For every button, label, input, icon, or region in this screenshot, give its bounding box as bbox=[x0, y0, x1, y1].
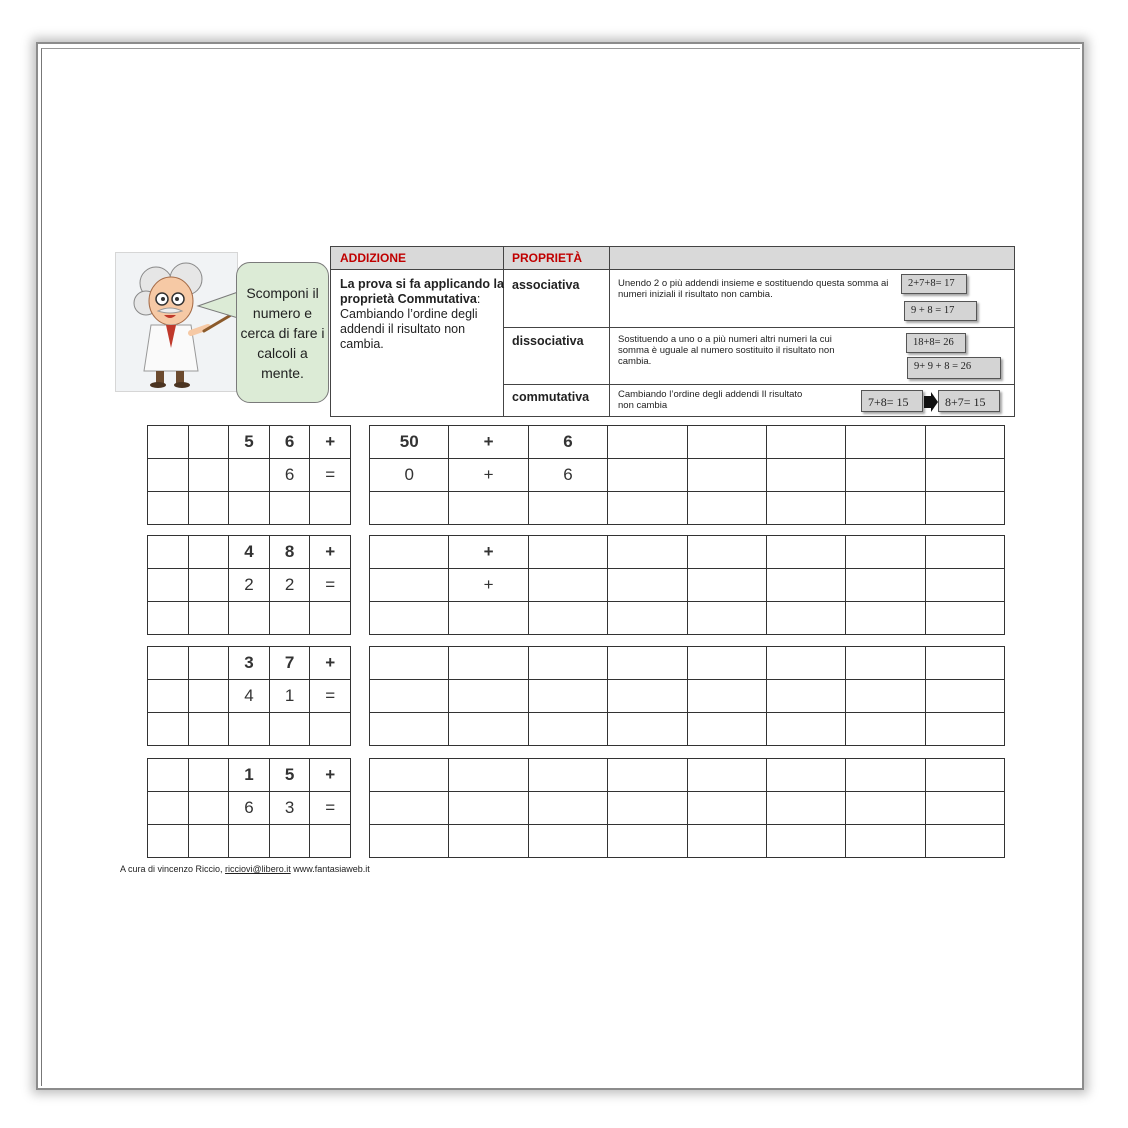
grid-cell[interactable]: 1 bbox=[229, 759, 270, 792]
exercise-4-left-grid bbox=[147, 758, 351, 858]
grid-cell[interactable]: = bbox=[310, 569, 351, 602]
grid-cell[interactable] bbox=[148, 647, 189, 680]
grid-cell[interactable] bbox=[528, 759, 607, 792]
grid-cell[interactable]: 5 bbox=[229, 426, 270, 459]
grid-cell[interactable] bbox=[608, 792, 687, 825]
property-text: Sostituendo a uno o a più numeri altri numeri la cui somma è uguale al numero sostituito il risultato non cambia. bbox=[618, 334, 835, 367]
grid-cell[interactable] bbox=[846, 569, 925, 602]
exercise-3-right-grid bbox=[369, 646, 1005, 746]
grid-cell[interactable] bbox=[188, 713, 229, 746]
arrow-icon bbox=[924, 392, 938, 412]
grid-cell[interactable] bbox=[766, 492, 845, 525]
table-row bbox=[148, 569, 351, 602]
grid-cell[interactable] bbox=[229, 602, 270, 635]
grid-cell[interactable]: + bbox=[449, 459, 528, 492]
grid-cell[interactable] bbox=[370, 759, 449, 792]
grid-cell[interactable] bbox=[188, 680, 229, 713]
grid-cell[interactable] bbox=[925, 792, 1004, 825]
grid-cell[interactable] bbox=[687, 792, 766, 825]
grid-cell[interactable] bbox=[188, 536, 229, 569]
properties-table bbox=[330, 246, 1015, 417]
grid-cell[interactable] bbox=[148, 713, 189, 746]
grid-cell[interactable] bbox=[766, 792, 845, 825]
grid-cell[interactable] bbox=[608, 713, 687, 746]
example-box: 8+7= 15 bbox=[938, 390, 1000, 412]
table-row bbox=[148, 492, 351, 525]
example-box: 7+8= 15 bbox=[861, 390, 923, 412]
grid-cell[interactable] bbox=[925, 713, 1004, 746]
grid-cell[interactable] bbox=[846, 536, 925, 569]
grid-cell[interactable] bbox=[846, 647, 925, 680]
grid-cell[interactable] bbox=[846, 792, 925, 825]
exercise-2-left-grid bbox=[147, 535, 351, 635]
grid-cell[interactable] bbox=[188, 759, 229, 792]
grid-cell[interactable] bbox=[449, 759, 528, 792]
grid-cell[interactable] bbox=[925, 426, 1004, 459]
grid-cell[interactable] bbox=[608, 459, 687, 492]
grid-cell[interactable] bbox=[925, 536, 1004, 569]
addition-description: La prova si fa applicando la proprietà Commutativa: Cambiando l’ordine degli addendi il risultato non cambia. bbox=[340, 277, 504, 351]
grid-cell[interactable] bbox=[229, 713, 270, 746]
grid-cell[interactable] bbox=[608, 492, 687, 525]
grid-cell[interactable] bbox=[846, 680, 925, 713]
grid-cell[interactable] bbox=[148, 759, 189, 792]
grid-cell[interactable] bbox=[925, 647, 1004, 680]
grid-cell[interactable]: + bbox=[449, 426, 528, 459]
grid-cell[interactable] bbox=[687, 759, 766, 792]
speech-bubble-text: Scomponi il numero e cerca di fare i calcoli a mente. bbox=[240, 284, 325, 381]
example-box: 18+8= 26 bbox=[906, 333, 966, 353]
grid-cell[interactable]: 3 bbox=[229, 647, 270, 680]
grid-cell[interactable] bbox=[188, 426, 229, 459]
header-addizione: ADDIZIONE bbox=[331, 247, 503, 270]
grid-cell[interactable]: 8 bbox=[269, 536, 310, 569]
grid-cell[interactable] bbox=[449, 680, 528, 713]
grid-cell[interactable] bbox=[310, 825, 351, 858]
grid-cell[interactable] bbox=[370, 680, 449, 713]
grid-cell[interactable] bbox=[188, 825, 229, 858]
property-name: commutativa bbox=[512, 390, 590, 404]
grid-cell[interactable] bbox=[148, 825, 189, 858]
grid-cell[interactable] bbox=[766, 825, 845, 858]
grid-cell[interactable] bbox=[925, 759, 1004, 792]
grid-cell[interactable] bbox=[687, 569, 766, 602]
grid-cell[interactable] bbox=[148, 492, 189, 525]
grid-cell[interactable]: 6 bbox=[229, 792, 270, 825]
grid-cell[interactable] bbox=[370, 569, 449, 602]
grid-cell[interactable] bbox=[925, 602, 1004, 635]
grid-cell[interactable]: 4 bbox=[229, 536, 270, 569]
grid-cell[interactable] bbox=[766, 759, 845, 792]
grid-cell[interactable] bbox=[229, 459, 270, 492]
grid-cell[interactable] bbox=[608, 759, 687, 792]
grid-cell[interactable] bbox=[925, 492, 1004, 525]
grid-cell[interactable] bbox=[269, 492, 310, 525]
grid-cell[interactable]: 6 bbox=[269, 459, 310, 492]
grid-cell[interactable]: + bbox=[310, 536, 351, 569]
example-box: 2+7+8= 17 bbox=[901, 274, 967, 294]
grid-cell[interactable] bbox=[925, 569, 1004, 602]
grid-cell[interactable] bbox=[269, 602, 310, 635]
grid-cell[interactable]: 6 bbox=[528, 459, 607, 492]
grid-cell[interactable] bbox=[269, 825, 310, 858]
grid-cell[interactable] bbox=[449, 825, 528, 858]
property-name: associativa bbox=[512, 278, 580, 292]
grid-cell[interactable] bbox=[608, 569, 687, 602]
grid-cell[interactable] bbox=[528, 602, 607, 635]
table-row bbox=[370, 536, 1005, 569]
grid-cell[interactable] bbox=[148, 459, 189, 492]
grid-cell[interactable] bbox=[846, 825, 925, 858]
table-row bbox=[148, 647, 351, 680]
header-proprieta: PROPRIETÀ bbox=[503, 247, 609, 270]
grid-cell[interactable] bbox=[846, 459, 925, 492]
grid-cell[interactable] bbox=[528, 825, 607, 858]
footer: A cura di vincenzo Riccio, ricciovi@libero.it www.fantasiaweb.it bbox=[120, 864, 370, 874]
grid-cell[interactable] bbox=[370, 825, 449, 858]
exercise-4-right-grid bbox=[369, 758, 1005, 858]
grid-cell[interactable] bbox=[449, 602, 528, 635]
grid-cell[interactable]: 3 bbox=[269, 792, 310, 825]
grid-cell[interactable] bbox=[528, 713, 607, 746]
property-name: dissociativa bbox=[512, 334, 584, 348]
grid-cell[interactable] bbox=[148, 536, 189, 569]
table-row bbox=[148, 825, 351, 858]
grid-cell[interactable]: 50 bbox=[370, 426, 449, 459]
grid-cell[interactable]: = bbox=[310, 680, 351, 713]
exercise-1-left-grid bbox=[147, 425, 351, 525]
grid-cell[interactable] bbox=[608, 602, 687, 635]
grid-cell[interactable] bbox=[229, 492, 270, 525]
grid-cell[interactable] bbox=[310, 492, 351, 525]
table-row bbox=[370, 825, 1005, 858]
grid-cell[interactable] bbox=[370, 602, 449, 635]
grid-cell[interactable] bbox=[528, 492, 607, 525]
grid-cell[interactable] bbox=[766, 647, 845, 680]
exercise-1-right-grid bbox=[369, 425, 1005, 525]
grid-cell[interactable] bbox=[188, 492, 229, 525]
grid-cell[interactable] bbox=[310, 713, 351, 746]
grid-cell[interactable] bbox=[370, 647, 449, 680]
grid-cell[interactable] bbox=[925, 459, 1004, 492]
grid-cell[interactable] bbox=[188, 569, 229, 602]
grid-cell[interactable]: 7 bbox=[269, 647, 310, 680]
grid-cell[interactable] bbox=[687, 647, 766, 680]
grid-cell[interactable] bbox=[449, 647, 528, 680]
table-row bbox=[148, 426, 351, 459]
grid-cell[interactable] bbox=[449, 792, 528, 825]
grid-cell[interactable] bbox=[528, 792, 607, 825]
grid-cell[interactable]: + bbox=[310, 759, 351, 792]
grid-cell[interactable] bbox=[846, 492, 925, 525]
grid-cell[interactable] bbox=[925, 825, 1004, 858]
grid-cell[interactable] bbox=[687, 459, 766, 492]
grid-cell[interactable] bbox=[608, 825, 687, 858]
property-text: Cambiando l’ordine degli addendi Il risultato non cambia bbox=[618, 389, 803, 411]
grid-cell[interactable] bbox=[608, 426, 687, 459]
grid-cell[interactable] bbox=[528, 569, 607, 602]
grid-cell[interactable]: 2 bbox=[229, 569, 270, 602]
grid-cell[interactable] bbox=[687, 426, 766, 459]
grid-cell[interactable] bbox=[188, 647, 229, 680]
grid-cell[interactable] bbox=[687, 680, 766, 713]
table-row bbox=[370, 602, 1005, 635]
grid-cell[interactable] bbox=[608, 647, 687, 680]
table-row bbox=[370, 492, 1005, 525]
grid-cell[interactable]: = bbox=[310, 459, 351, 492]
table-row bbox=[370, 647, 1005, 680]
grid-cell[interactable] bbox=[449, 492, 528, 525]
grid-cell[interactable] bbox=[846, 426, 925, 459]
divider bbox=[503, 327, 1014, 328]
grid-cell[interactable] bbox=[687, 825, 766, 858]
grid-cell[interactable] bbox=[687, 602, 766, 635]
table-row bbox=[370, 713, 1005, 746]
property-text: Unendo 2 o più addendi insieme e sostituendo questa somma ai numeri iniziali il risultato non cambia. bbox=[618, 278, 889, 300]
exercise-3-left-grid bbox=[147, 646, 351, 746]
table-row bbox=[370, 459, 1005, 492]
grid-cell[interactable]: 1 bbox=[269, 680, 310, 713]
grid-cell[interactable] bbox=[449, 713, 528, 746]
table-row bbox=[148, 602, 351, 635]
grid-cell[interactable]: 6 bbox=[528, 426, 607, 459]
grid-cell[interactable] bbox=[370, 713, 449, 746]
grid-cell[interactable] bbox=[148, 680, 189, 713]
table-row bbox=[148, 759, 351, 792]
grid-cell[interactable]: 5 bbox=[269, 759, 310, 792]
grid-cell[interactable]: 2 bbox=[269, 569, 310, 602]
grid-cell[interactable] bbox=[846, 759, 925, 792]
grid-cell[interactable] bbox=[687, 492, 766, 525]
grid-cell[interactable] bbox=[148, 426, 189, 459]
grid-cell[interactable] bbox=[766, 426, 845, 459]
grid-cell[interactable] bbox=[687, 536, 766, 569]
grid-cell[interactable] bbox=[528, 647, 607, 680]
grid-cell[interactable]: + bbox=[310, 647, 351, 680]
divider bbox=[609, 247, 610, 416]
grid-cell[interactable] bbox=[370, 492, 449, 525]
grid-cell[interactable] bbox=[229, 825, 270, 858]
exercise-2-right-grid bbox=[369, 535, 1005, 635]
grid-cell[interactable] bbox=[608, 680, 687, 713]
grid-cell[interactable]: 6 bbox=[269, 426, 310, 459]
table-row bbox=[370, 792, 1005, 825]
grid-cell[interactable] bbox=[188, 792, 229, 825]
grid-cell[interactable] bbox=[687, 713, 766, 746]
email-link[interactable]: ricciovi@libero.it bbox=[225, 864, 291, 874]
grid-cell[interactable] bbox=[370, 792, 449, 825]
table-row bbox=[370, 680, 1005, 713]
grid-cell[interactable] bbox=[188, 602, 229, 635]
grid-cell[interactable] bbox=[766, 536, 845, 569]
grid-cell[interactable] bbox=[188, 459, 229, 492]
example-box: 9+ 9 + 8 = 26 bbox=[907, 357, 1001, 379]
grid-cell[interactable] bbox=[766, 602, 845, 635]
grid-cell[interactable] bbox=[846, 713, 925, 746]
header-empty bbox=[609, 247, 1014, 270]
grid-cell[interactable] bbox=[766, 680, 845, 713]
speech-bubble bbox=[236, 262, 329, 403]
grid-cell[interactable] bbox=[846, 602, 925, 635]
grid-cell[interactable] bbox=[148, 602, 189, 635]
table-row bbox=[148, 713, 351, 746]
table-row bbox=[148, 536, 351, 569]
grid-cell[interactable] bbox=[608, 536, 687, 569]
grid-cell[interactable]: + bbox=[449, 569, 528, 602]
grid-cell[interactable] bbox=[528, 680, 607, 713]
table-row bbox=[370, 569, 1005, 602]
grid-cell[interactable]: 0 bbox=[370, 459, 449, 492]
divider bbox=[503, 384, 1014, 385]
grid-cell[interactable] bbox=[148, 569, 189, 602]
grid-cell[interactable] bbox=[766, 713, 845, 746]
grid-cell[interactable] bbox=[370, 536, 449, 569]
example-box: 9 + 8 = 17 bbox=[904, 301, 977, 321]
grid-cell[interactable] bbox=[528, 536, 607, 569]
grid-cell[interactable] bbox=[269, 713, 310, 746]
table-row bbox=[148, 459, 351, 492]
grid-cell[interactable] bbox=[310, 602, 351, 635]
grid-cell[interactable] bbox=[148, 792, 189, 825]
bubble-tail bbox=[196, 288, 240, 328]
table-row bbox=[370, 426, 1005, 459]
table-row bbox=[148, 680, 351, 713]
grid-cell[interactable] bbox=[766, 569, 845, 602]
grid-cell[interactable] bbox=[766, 459, 845, 492]
grid-cell[interactable]: + bbox=[449, 536, 528, 569]
grid-cell[interactable]: + bbox=[310, 426, 351, 459]
grid-cell[interactable]: = bbox=[310, 792, 351, 825]
grid-cell[interactable]: 4 bbox=[229, 680, 270, 713]
table-row bbox=[148, 792, 351, 825]
table-row bbox=[370, 759, 1005, 792]
grid-cell[interactable] bbox=[925, 680, 1004, 713]
